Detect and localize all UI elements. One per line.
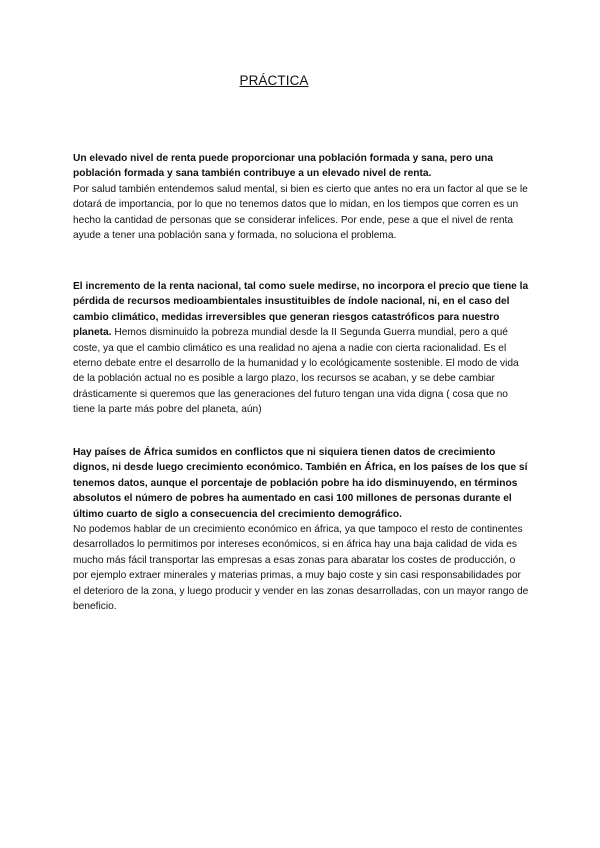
paragraph-heading: Un elevado nivel de renta puede proporcionar una población formada y sana, pero una población formada y sana también contribuye a un elevado nivel de renta. [73,153,494,180]
paragraph-body: Por salud también entendemos salud mental, si bien es cierto que antes no era un factor al que se le dotará de importancia, por lo que no tenemos datos que lo midan, en los tiempos que corren es un hecho la cantidad de personas que se considerar infelices. Por ende, pese a que el nivel de renta ayude a tener una población sana y formada, no soluciona el problema. [73,183,528,242]
paragraph-renta-salud [73,151,530,243]
paragraph-heading: El incremento de la renta nacional, tal como suele medirse, no incorpora el precio que tiene la pérdida de recursos medioambientales insustituibles de índole nacional, ni, en el caso del cambio climático, medidas irreversibles que generan riesgos catastróficos para nuestro planeta. [73,281,529,339]
paragraph-heading: Hay países de África sumidos en conflictos que ni siquiera tienen datos de crecimiento dignos, ni desde luego crecimiento económico. También en África, en los países de los que sí tenemos datos, aunque el porcentaje de población pobre ha ido disminuyendo, en términos absolutos el número de pobres ha aumentado en casi 100 millones de personas durante el último cuarto de siglo a consecuencia del crecimiento demográfico. [73,447,528,520]
paragraph-africa [73,445,530,614]
page-title: PRÁCTICA [239,73,309,88]
paragraph-body: Hemos disminuido la pobreza mundial desde la II Segunda Guerra mundial, pero a qué coste, ya que el cambio climático es una realidad no ajena a nadie con cierta racionalidad. Es el eterno debate entre el desarrollo de la humanidad y lo ecológicamente sostenible. El modo de vida de la población actual no es posible a largo plazo, los recursos se acaban, y se debe cambiar drásticamente si queremos que las generaciones del futuro tengan una vida digna ( cosa que no tiene la parte más pobre del planeta, aún) [73,327,519,416]
paragraph-renta-medioambiente [73,279,530,418]
paragraph-body: No podemos hablar de un crecimiento económico en áfrica, ya que tampoco el resto de continentes desarrollados lo permitimos por intereses económicos, si en áfrica hay una baja calidad de vida es mucho más fácil transportar las empresas a esas zonas para abaratar los costes de producción, o por ejemplo extraer minerales y materias primas, a muy bajo coste y sin casi responsabilidades por el deterioro de la zona, y luego producir y vender en las zonas desarrolladas, con un mayor rango de beneficio. [73,524,529,613]
